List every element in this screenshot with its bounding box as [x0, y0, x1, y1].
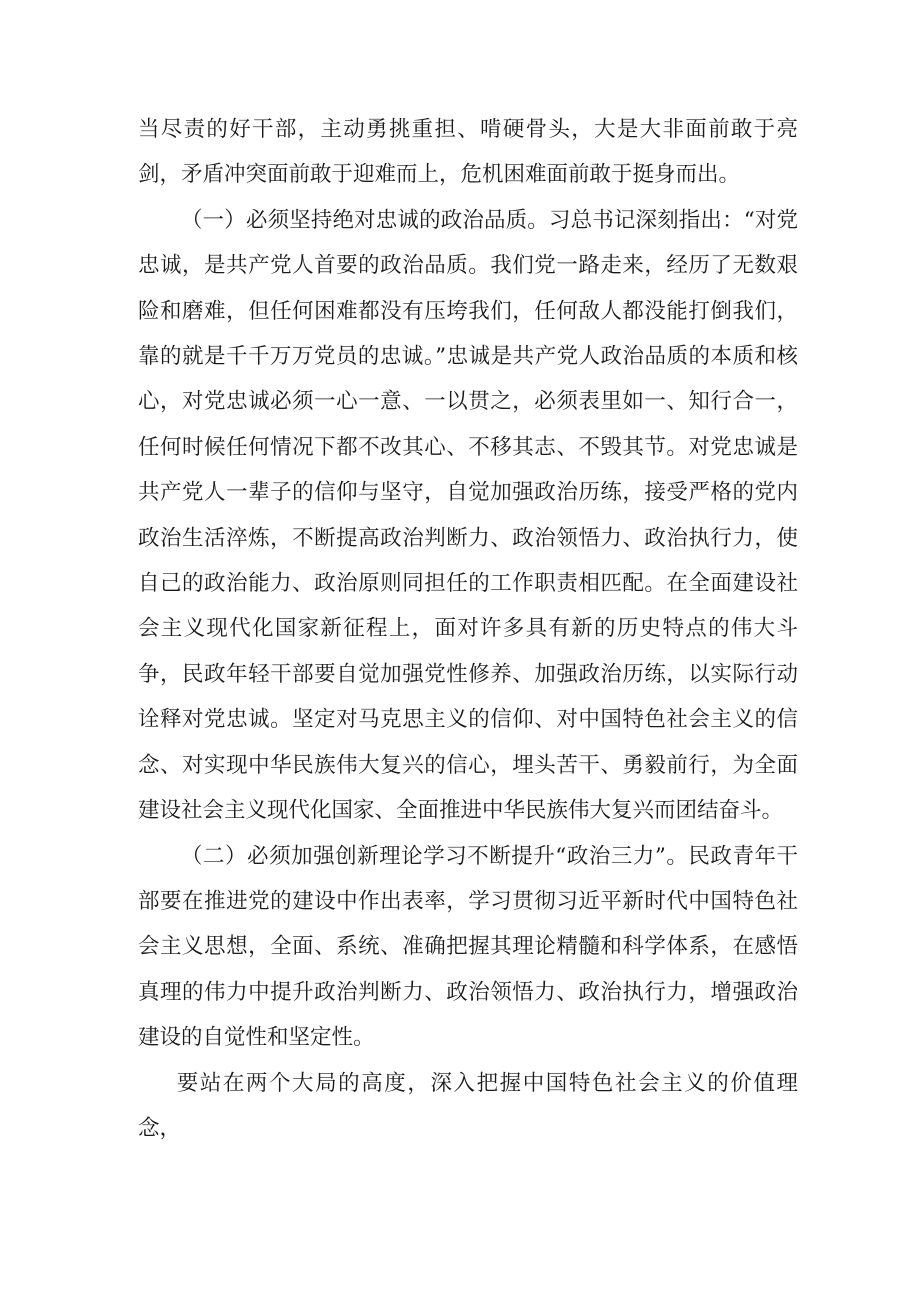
- paragraph-continuation: 当尽责的好干部，主动勇挑重担、啃硬骨头，大是大非面前敢于亮剑，矛盾冲突面前敢于迎难而上，危机困难面前敢于挺身而出。: [138, 117, 798, 188]
- document-body: [138, 107, 798, 1151]
- paragraph-section-1: （一）必须坚持绝对忠诚的政治品质。习总书记深刻指出：“对党忠诚，是共产党人首要的政治品质。我们党一路走来，经历了无数艰险和磨难，但任何困难都没有压垮我们，任何敌人都没能打倒我们，靠的就是千千万万党员的忠诚。”忠诚是共产党人政治品质的本质和核心，对党忠诚必须一心一意、一以贯之，必须表里如一、知行合一，任何时候任何情况下都不改其心、不移其志、不毁其节。对党忠诚是共产党人一辈子的信仰与坚守，自觉加强政治历练，接受严格的党内政治生活淬炼，不断提高政治判断力、政治领悟力、政治执行力，使自己的政治能力、政治原则同担任的工作职责相匹配。在全面建设社会主义现代化国家新征程上，面对许多具有新的历史特点的伟大斗争，民政年轻干部要自觉加强党性修养、加强政治历练，以实际行动诠释对党忠诚。坚定对马克思主义的信仰、对中国特色社会主义的信念、对实现中华民族伟大复兴的信心，埋头苦干、勇毅前行，为全面建设社会主义现代化国家、全面推进中华民族伟大复兴而团结奋斗。: [138, 207, 798, 824]
- paragraph-next: 要站在两个大局的高度，深入把握中国特色社会主义的价值理念，: [138, 1070, 798, 1141]
- paragraph-section-2: （二）必须加强创新理论学习不断提升“政治三力”。民政青年干部要在推进党的建设中作出表率，学习贯彻习近平新时代中国特色社会主义思想，全面、系统、准确把握其理论精髓和科学体系，在感悟真理的伟力中提升政治判断力、政治领悟力、政治执行力，增强政治建设的自觉性和坚定性。: [138, 843, 798, 1051]
